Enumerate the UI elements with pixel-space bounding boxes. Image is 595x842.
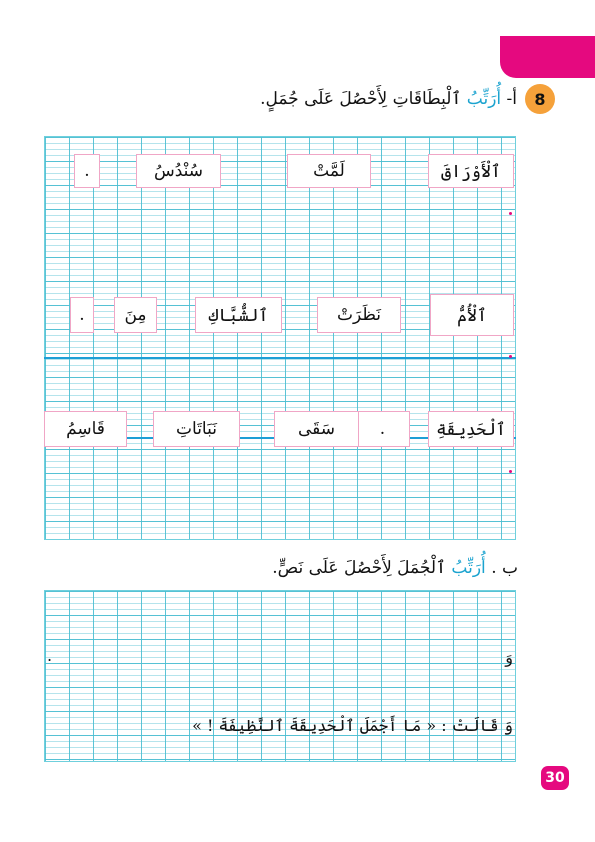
lined-grid-a	[44, 136, 516, 540]
instruction-a-prefix: أ-	[506, 89, 517, 109]
word-card[interactable]: مِنَ	[114, 297, 157, 333]
punctuation-card[interactable]: .	[355, 411, 410, 447]
margin-dot	[509, 355, 512, 358]
word-card[interactable]: ٱلشُّبَّاكِ	[195, 297, 282, 333]
punctuation-card[interactable]: .	[70, 297, 94, 333]
word-card[interactable]: سَقَى	[274, 411, 359, 447]
word-card[interactable]: ٱلْأَوْرَاقَ	[428, 154, 514, 188]
page-number-badge: 30	[541, 766, 569, 790]
instruction-a-rest: ٱلْبِطَاقَاتِ لِأَحْصُلَ عَلَى جُمَلٍ.	[260, 89, 462, 109]
text-line-1-end: .	[47, 646, 53, 665]
instruction-a	[260, 88, 517, 109]
text-line-2: وَ قَالَتْ : « مَا أَجْمَلَ ٱلْحَدِيقَةَ ٱلنَّظِيفَةَ ! »	[192, 716, 513, 735]
instruction-b-rest: ٱلْجُمَلَ لِأَحْصُلَ عَلَى نَصٍّ.	[272, 558, 447, 578]
corner-tab	[500, 36, 595, 78]
word-card[interactable]: ٱلْأُمُّ	[430, 294, 514, 336]
word-card[interactable]: نَبَاتَاتِ	[153, 411, 240, 447]
margin-dot	[509, 470, 512, 473]
exercise-number-badge: 8	[525, 84, 555, 114]
word-card[interactable]: نَظَرَتْ	[317, 297, 401, 333]
word-card[interactable]: لَمَّتْ	[287, 154, 371, 188]
text-line-1: وَ	[505, 648, 513, 667]
word-card[interactable]: ٱلْحَدِيقَةِ	[428, 411, 514, 447]
margin-dot	[509, 212, 512, 215]
writing-guide-line	[44, 357, 516, 359]
word-card[interactable]: سُنْدُسُ	[136, 154, 221, 188]
lined-grid-b	[44, 590, 516, 762]
word-card[interactable]: قَاسِمُ	[44, 411, 127, 447]
instruction-b-prefix: ب .	[491, 558, 518, 578]
instruction-a-verb: أُرَتِّبُ	[466, 89, 502, 109]
instruction-b	[272, 557, 518, 578]
punctuation-card[interactable]: .	[74, 154, 100, 188]
instruction-b-verb: أُرَتِّبُ	[451, 558, 486, 578]
